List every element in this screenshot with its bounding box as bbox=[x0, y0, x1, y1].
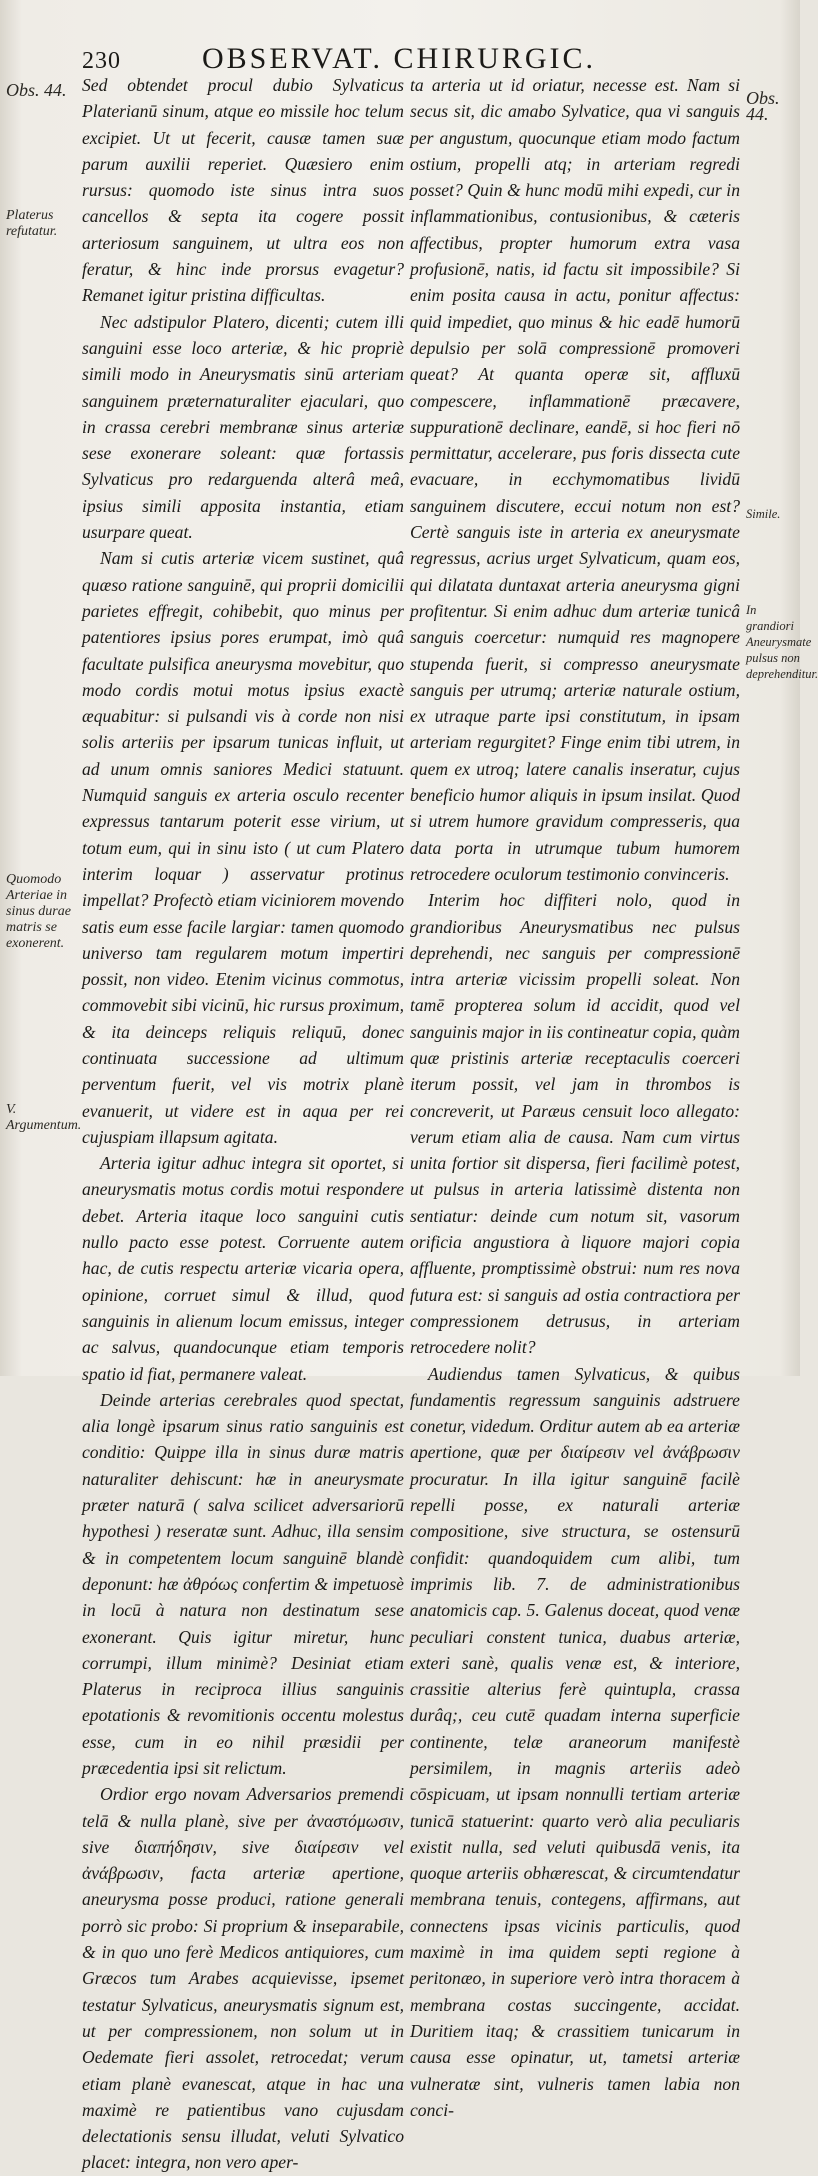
paragraph: Sed obtendet procul dubio Sylvaticus Platerianū sinum, atque eo missile hoc telum excipiet. Ut ut fecerit, causæ tamen suæ parum auxilii reperiet. Quæsiero enim rursus: quomodo iste sinus intra suos cancellos & septa ita cogere possit arteriosum sanguinem, ut ultra eos non feratur, & hinc inde prorsus evagetur? Remanet igitur pristina difficultas. bbox=[82, 75, 404, 306]
margin-note-argumentum: V. Argumentum. bbox=[6, 1102, 82, 1133]
margin-note-obs-right: Obs. 44. bbox=[746, 88, 780, 124]
left-column bbox=[82, 72, 404, 2176]
paragraph: Audiendus tamen Sylvaticus, & quibus fundamentis regressum sanguinis adstruere conetur, videdum. Orditur autem ab ea arteriæ apertione, quæ per διαίρεσιν vel ἀνάβρωσιν procuratur. In illa igitur sanguinē facilè repelli posse, ex naturali arteriæ compositione, sive structura, se ostensurū confidit: quandoquidem cum alibi, tum imprimis lib. 7. de administrationibus anatomicis cap. 5. Galenus doceat, quod venæ peculiari constent tunica, duabus arteriæ, exteri sanè, qualis venæ est, & interiore, crassitie alterius ferè quintupla, crassa durâq;, ceu cutē quadam interna superficie continente, telæ araneorum manifestè persimilem, in magnis arteriis adeò cōspicuam, ut ipsam nonnulli tertiam arteriæ tunicā statuerint: quarto verò alia peculiaris existit nulla, sed veluti quibusdā venis, ita quoque arteriis obhærescat, & circumtendatur membrana tenuis, contegens, affirmans, aut connectens ipsas vicinis particulis, quod maximè in ima quidem septi regione à peritonæo, in superiore verò intra thoracem à membrana costas succingente, accidat. Duritiem itaq; & crassitiem tunicarum in causa esse opinatur, ut, tametsi arteriæ vulneratæ sint, vulneris tamen labia non conci- bbox=[410, 1363, 740, 2120]
paragraph: Ordior ergo novam Adversarios premendi telā & nulla planè, sive per ἀναστόμωσιν, sive διαπήδησιν, sive διαίρεσιν vel ἀνάβρωσιν, facta arteriæ apertione, aneurysma posse produci, ratione generali porrò sic probo: Si proprium & inseparabile, & in quo uno ferè Medicos antiquiores, cum Græcos tum Arabes acquievisse, ipsemet testatur Sylvaticus, aneurysmatis signum est, ut per compressionem, non solum ut in Oedemate fieri assolet, retrocedat; verum etiam planè evanescat, atque in hac una maximè re patientibus vano cujusdam delectationis sensu illudat, veluti Sylvatico placet: integra, non vero aper- bbox=[82, 1784, 404, 2173]
page-number: 230 bbox=[82, 48, 121, 74]
margin-note-quomodo: Quomodo Arteriae in sinus durae matris se exonerent. bbox=[6, 872, 71, 951]
paragraph: Arteria igitur adhuc integra sit oportet, si aneurysmatis motus cordis motui respondere debet. Arteria itaque loco sanguini cutis nullo pacto esse potest. Corruente autem hac, de cutis respectu arteriæ vicaria opera, opinione, corruet simul & illud, quod sanguinis in alienum locum emissus, integer ac salvus, quandocunque etiam temporis spatio id fiat, permanere valeat. bbox=[82, 1153, 404, 1384]
paragraph: ta arteria ut id oriatur, necesse est. Nam si secus sit, dic amabo Sylvatice, qua vi sanguis per angustum, quocunque etiam modo factum ostium, propelli atq; in arteriam regredi posset? Quin & hunc modū mihi expedi, cur in inflammationibus, contusionibus, & cæteris affectibus, propter humorum extra vasa profusionē, natis, id factu sit impossibile? Si enim posita causa in actu, ponitur affectus: quid impediet, quo minus & hic eadē humorū depulsio per solā compressionē promoveri queat? At quanta operæ sit, affluxū compescere, inflammationē præcavere, suppurationē declinare, eandē, si hoc fieri nō permittatur, accelerare, pus foris dissecta cute evacuare, in ecchymomatibus lividū sanguinem discutere, eccui notum non est? Certè sanguis iste in arteria ex aneurysmate regressus, acrius urget Sylvaticum, quam eos, qui dilatata duntaxat arteria aneurysma gigni profitentur. Si enim adhuc dum arteriæ tunicâ sanguis coercetur: numquid res magnopere stupenda fuerit, si compresso aneurysmate sanguis per utrumq; arteriæ naturale ostium, ex utraque parte ipsi constitutum, in ipsam arteriam regurgitet? Finge enim tibi utrem, in quem ex utroq; latere canalis inseratur, cujus beneficio humor aliquis in ipsum insilat. Quod si utrem humore gravidum compresseris, qua data porta in utrumque tubum humorem retrocedere oculorum testimonio convinceris. bbox=[410, 75, 740, 884]
margin-note-simile: Simile. bbox=[746, 507, 781, 521]
right-column bbox=[410, 72, 740, 2123]
paragraph: Deinde arterias cerebrales quod spectat, alia longè ipsarum sinus ratio sanguinis est conditio: Quippe illa in sinus duræ matris naturaliter dehiscunt: hæ in aneurysmate præter naturā ( salva scilicet adversariorū hypothesi ) reseratæ sunt. Adhuc, illa sensim & in competentem locum sanguinē blandè deponunt: hæ ἀθρόως confertim & impetuosè in locū à natura non destinatum sese exonerant. Quis igitur miretur, hunc corrumpi, illum minimè? Desiniat etiam Platerus in reciproca illius sanguinis epotationis & revomitionis occentu molestus esse, cum in eo nihil præsidii per præcedentia ipsi sit relictum. bbox=[82, 1389, 404, 1778]
margin-note-obs-left: Obs. 44. bbox=[6, 80, 67, 100]
paragraph: Nec adstipulor Platero, dicenti; cutem illi sanguini esse loco arteriæ, & hic propriè simili modo in Aneurysmatis sinū arteriam sanguinem præternaturaliter ejaculari, quo in crassa cerebri membranæ sinus arteriæ sese exonerare soleant: quæ fortassis Sylvaticus pro redarguenda alterâ meâ, ipsius simili apposita instantia, etiam usurpare queat. bbox=[82, 311, 404, 543]
margin-note-platerus: Platerus refutatur. bbox=[6, 208, 58, 239]
margin-note-grandiori: In grandiori Aneurysmate pulsus non deprehenditur. bbox=[746, 603, 818, 681]
page-header bbox=[82, 42, 702, 76]
paragraph: Interim hoc diffiteri nolo, quod in grandioribus Aneurysmatibus nec pulsus deprehendi, nec sanguis per compressionē intra arteriæ vicissim propelli soleat. Non tamē propterea solum id accidit, quod vel sanguinis major in iis contineatur copia, quàm quæ pristinis arteriæ receptaculis coerceri iterum possit, vel jam in thrombos is concreverit, ut Paræus censuit loco allegato: verum etiam alia de causa. Nam cum virtus unita fortior sit dispersa, fieri facilimè potest, ut pulsus in arteria latissimè distenta non sentiatur: deinde cum notum sit, vasorum orificia angustiora à liquore majori copia affluente, promptissimè obstrui: num res nova futura est: si sanguis ad ostia contractiora per compressionem detrusus, in arteriam retrocedere nolit? bbox=[410, 890, 740, 1358]
paragraph: Nam si cutis arteriæ vicem sustinet, quâ quæso ratione sanguinē, qui proprii domicilii parietes effregit, cohibebit, quo minus per patentiores ipsius pores erumpat, imò quâ facultate pulsifica aneurysma movebitur, quo modo cordis motui motus ipsius exactè æquabitur: si pulsandi vis à corde non nisi solis arteriis per ipsarum tunicas influit, ut ad unum omnis saniores Medici statuunt. Numquid sanguis ex arteria osculo recenter expressus tantarum poterit esse virium, ut totum eum, qui in sinu isto ( ut cum Platero interim loquar ) asservatur protinus impellat? Profectò etiam viciniorem movendo satis eum esse facile largiar: tamen quomodo universo tam regularem motum impertiri possit, non video. Etenim vicinus commotus, commovebit sibi vicinū, hic rursus proximum, & ita deinceps reliquis reliquū, donec continuata successione ad ultimum perventum fuerit, vel vis motrix planè evanuerit, ut videre est in aqua per rei cujuspiam illapsum agitata. bbox=[82, 548, 404, 1147]
running-title: OBSERVAT. CHIRURGIC. bbox=[202, 42, 597, 75]
